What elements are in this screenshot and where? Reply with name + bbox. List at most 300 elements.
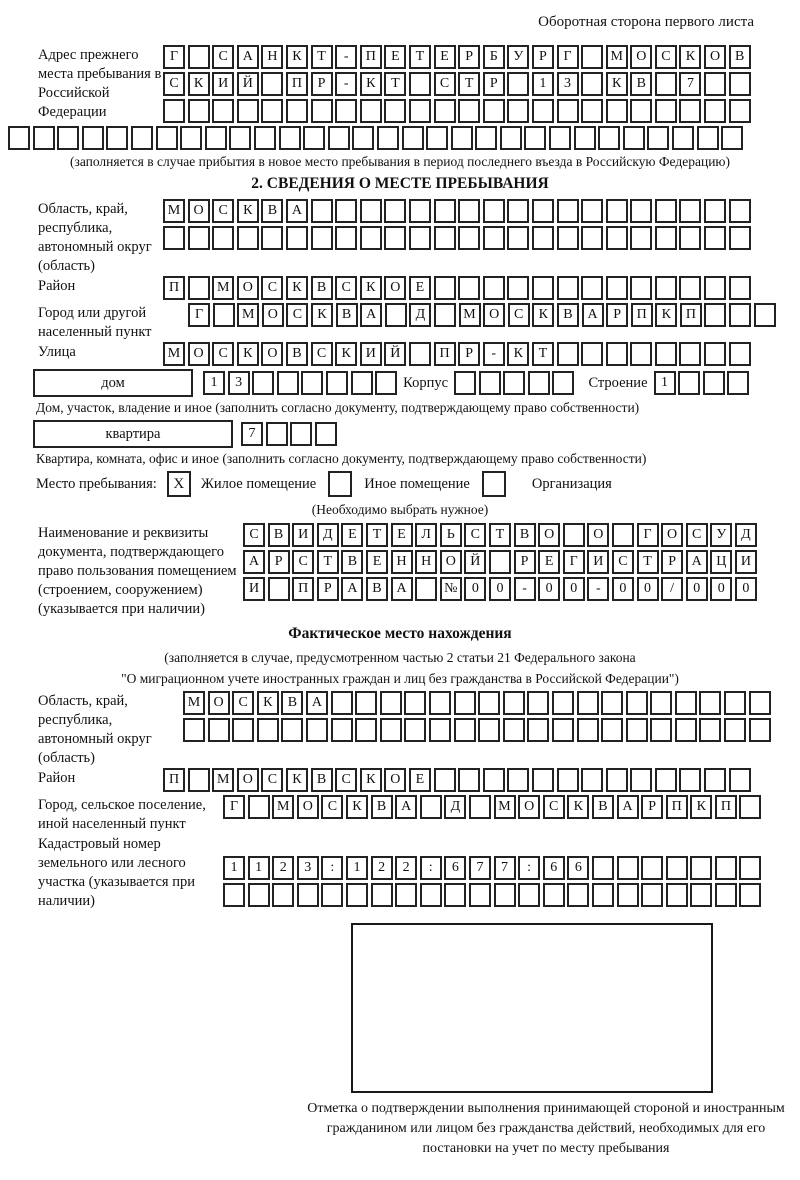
- char-cell[interactable]: О: [661, 523, 683, 547]
- char-cell[interactable]: А: [360, 303, 382, 327]
- char-cell[interactable]: [704, 342, 726, 366]
- char-cell[interactable]: М: [163, 342, 185, 366]
- char-cell[interactable]: [724, 691, 746, 715]
- char-cell[interactable]: -: [514, 577, 536, 601]
- char-cell[interactable]: Л: [415, 523, 437, 547]
- char-cell[interactable]: -: [587, 577, 609, 601]
- char-cell[interactable]: [727, 371, 749, 395]
- char-cell[interactable]: -: [335, 45, 357, 69]
- char-cell[interactable]: [581, 99, 603, 123]
- char-cell[interactable]: [679, 768, 701, 792]
- char-cell[interactable]: [581, 276, 603, 300]
- char-cell[interactable]: [655, 72, 677, 96]
- char-cell[interactable]: [483, 276, 505, 300]
- char-cell[interactable]: [626, 718, 648, 742]
- char-cell[interactable]: С: [335, 768, 357, 792]
- char-cell[interactable]: С: [261, 276, 283, 300]
- char-cell[interactable]: [371, 883, 393, 907]
- char-cell[interactable]: [507, 768, 529, 792]
- char-cell[interactable]: [208, 718, 230, 742]
- char-cell[interactable]: [131, 126, 153, 150]
- char-cell[interactable]: И: [243, 577, 265, 601]
- char-cell[interactable]: [266, 422, 288, 446]
- char-cell[interactable]: [303, 126, 325, 150]
- char-cell[interactable]: [360, 99, 382, 123]
- char-cell[interactable]: [574, 126, 596, 150]
- char-cell[interactable]: К: [507, 342, 529, 366]
- char-cell[interactable]: М: [606, 45, 628, 69]
- char-cell[interactable]: [690, 883, 712, 907]
- char-cell[interactable]: Р: [458, 342, 480, 366]
- char-cell[interactable]: [409, 199, 431, 223]
- char-cell[interactable]: [739, 795, 761, 819]
- char-cell[interactable]: Е: [538, 550, 560, 574]
- char-cell[interactable]: [254, 126, 276, 150]
- char-cell[interactable]: Й: [464, 550, 486, 574]
- char-cell[interactable]: [380, 691, 402, 715]
- char-cell[interactable]: [552, 718, 574, 742]
- char-cell[interactable]: [612, 523, 634, 547]
- char-cell[interactable]: [434, 303, 456, 327]
- char-cell[interactable]: [409, 342, 431, 366]
- char-cell[interactable]: У: [710, 523, 732, 547]
- char-cell[interactable]: [331, 718, 353, 742]
- char-cell[interactable]: [33, 126, 55, 150]
- char-cell[interactable]: [331, 691, 353, 715]
- char-cell[interactable]: [8, 126, 30, 150]
- char-cell[interactable]: :: [321, 856, 343, 880]
- char-cell[interactable]: 0: [710, 577, 732, 601]
- char-cell[interactable]: Р: [641, 795, 663, 819]
- char-cell[interactable]: 6: [543, 856, 565, 880]
- char-cell[interactable]: О: [587, 523, 609, 547]
- char-cell[interactable]: [749, 718, 771, 742]
- char-cell[interactable]: [655, 226, 677, 250]
- char-cell[interactable]: 1: [346, 856, 368, 880]
- char-cell[interactable]: В: [268, 523, 290, 547]
- char-cell[interactable]: [163, 226, 185, 250]
- char-cell[interactable]: [715, 856, 737, 880]
- char-cell[interactable]: Д: [409, 303, 431, 327]
- char-cell[interactable]: [301, 371, 323, 395]
- char-cell[interactable]: [261, 72, 283, 96]
- char-cell[interactable]: С: [212, 45, 234, 69]
- char-cell[interactable]: К: [360, 72, 382, 96]
- char-cell[interactable]: -: [335, 72, 357, 96]
- char-cell[interactable]: [188, 45, 210, 69]
- char-cell[interactable]: Т: [311, 45, 333, 69]
- char-cell[interactable]: М: [212, 276, 234, 300]
- char-cell[interactable]: [458, 768, 480, 792]
- char-cell[interactable]: [286, 226, 308, 250]
- char-cell[interactable]: [527, 718, 549, 742]
- char-cell[interactable]: С: [335, 276, 357, 300]
- char-cell[interactable]: [666, 883, 688, 907]
- stay-checkbox-inoe[interactable]: [328, 471, 352, 497]
- char-cell[interactable]: А: [391, 577, 413, 601]
- char-cell[interactable]: В: [336, 303, 358, 327]
- char-cell[interactable]: Г: [563, 550, 585, 574]
- char-cell[interactable]: М: [459, 303, 481, 327]
- char-cell[interactable]: П: [360, 45, 382, 69]
- char-cell[interactable]: [212, 226, 234, 250]
- char-cell[interactable]: [163, 99, 185, 123]
- stay-checkbox-org[interactable]: [482, 471, 506, 497]
- char-cell[interactable]: П: [715, 795, 737, 819]
- char-cell[interactable]: В: [281, 691, 303, 715]
- char-cell[interactable]: [704, 199, 726, 223]
- char-cell[interactable]: Г: [223, 795, 245, 819]
- char-cell[interactable]: [469, 795, 491, 819]
- char-cell[interactable]: [106, 126, 128, 150]
- char-cell[interactable]: 0: [563, 577, 585, 601]
- char-cell[interactable]: [532, 768, 554, 792]
- char-cell[interactable]: Д: [735, 523, 757, 547]
- char-cell[interactable]: [188, 276, 210, 300]
- char-cell[interactable]: Р: [317, 577, 339, 601]
- char-cell[interactable]: А: [582, 303, 604, 327]
- char-cell[interactable]: [704, 226, 726, 250]
- char-cell[interactable]: [503, 691, 525, 715]
- char-cell[interactable]: [188, 768, 210, 792]
- char-cell[interactable]: [426, 126, 448, 150]
- char-cell[interactable]: [321, 883, 343, 907]
- char-cell[interactable]: [704, 99, 726, 123]
- char-cell[interactable]: [360, 226, 382, 250]
- char-cell[interactable]: 0: [612, 577, 634, 601]
- char-cell[interactable]: П: [163, 768, 185, 792]
- char-cell[interactable]: [503, 371, 525, 395]
- char-cell[interactable]: [404, 718, 426, 742]
- char-cell[interactable]: К: [655, 303, 677, 327]
- char-cell[interactable]: Е: [366, 550, 388, 574]
- char-cell[interactable]: [355, 691, 377, 715]
- char-cell[interactable]: [592, 856, 614, 880]
- char-cell[interactable]: 0: [538, 577, 560, 601]
- char-cell[interactable]: [402, 126, 424, 150]
- char-cell[interactable]: [335, 99, 357, 123]
- char-cell[interactable]: [729, 276, 751, 300]
- char-cell[interactable]: [415, 577, 437, 601]
- char-cell[interactable]: [252, 371, 274, 395]
- stay-checkbox-zhiloe[interactable]: X: [167, 471, 191, 497]
- char-cell[interactable]: К: [690, 795, 712, 819]
- char-cell[interactable]: Ь: [440, 523, 462, 547]
- char-cell[interactable]: [626, 691, 648, 715]
- char-cell[interactable]: [617, 883, 639, 907]
- char-cell[interactable]: [679, 226, 701, 250]
- char-cell[interactable]: Р: [532, 45, 554, 69]
- char-cell[interactable]: О: [704, 45, 726, 69]
- char-cell[interactable]: [729, 226, 751, 250]
- char-cell[interactable]: [429, 691, 451, 715]
- char-cell[interactable]: В: [630, 72, 652, 96]
- char-cell[interactable]: [606, 276, 628, 300]
- char-cell[interactable]: В: [729, 45, 751, 69]
- char-cell[interactable]: В: [371, 795, 393, 819]
- char-cell[interactable]: [703, 371, 725, 395]
- char-cell[interactable]: И: [587, 550, 609, 574]
- char-cell[interactable]: [729, 72, 751, 96]
- char-cell[interactable]: 7: [469, 856, 491, 880]
- char-cell[interactable]: С: [321, 795, 343, 819]
- char-cell[interactable]: Д: [444, 795, 466, 819]
- char-cell[interactable]: [277, 371, 299, 395]
- char-cell[interactable]: 3: [228, 371, 250, 395]
- char-cell[interactable]: В: [261, 199, 283, 223]
- char-cell[interactable]: Т: [317, 550, 339, 574]
- char-cell[interactable]: [650, 691, 672, 715]
- char-cell[interactable]: А: [286, 199, 308, 223]
- char-cell[interactable]: [360, 199, 382, 223]
- char-cell[interactable]: 0: [735, 577, 757, 601]
- char-cell[interactable]: А: [243, 550, 265, 574]
- char-cell[interactable]: К: [286, 276, 308, 300]
- char-cell[interactable]: П: [434, 342, 456, 366]
- char-cell[interactable]: [724, 718, 746, 742]
- char-cell[interactable]: [598, 126, 620, 150]
- char-cell[interactable]: [188, 99, 210, 123]
- char-cell[interactable]: [156, 126, 178, 150]
- char-cell[interactable]: [528, 371, 550, 395]
- char-cell[interactable]: Н: [391, 550, 413, 574]
- char-cell[interactable]: [739, 883, 761, 907]
- char-cell[interactable]: [518, 883, 540, 907]
- char-cell[interactable]: [290, 422, 312, 446]
- char-cell[interactable]: 1: [203, 371, 225, 395]
- char-cell[interactable]: [630, 199, 652, 223]
- char-cell[interactable]: [690, 856, 712, 880]
- char-cell[interactable]: [297, 883, 319, 907]
- char-cell[interactable]: Р: [268, 550, 290, 574]
- char-cell[interactable]: [315, 422, 337, 446]
- char-cell[interactable]: К: [360, 276, 382, 300]
- char-cell[interactable]: [355, 718, 377, 742]
- char-cell[interactable]: [557, 199, 579, 223]
- char-cell[interactable]: [697, 126, 719, 150]
- char-cell[interactable]: 7: [679, 72, 701, 96]
- char-cell[interactable]: Т: [532, 342, 554, 366]
- char-cell[interactable]: К: [360, 768, 382, 792]
- char-cell[interactable]: [458, 99, 480, 123]
- char-cell[interactable]: [268, 577, 290, 601]
- char-cell[interactable]: К: [532, 303, 554, 327]
- char-cell[interactable]: Н: [261, 45, 283, 69]
- char-cell[interactable]: Р: [514, 550, 536, 574]
- char-cell[interactable]: [606, 99, 628, 123]
- char-cell[interactable]: [617, 856, 639, 880]
- char-cell[interactable]: [749, 691, 771, 715]
- char-cell[interactable]: [434, 99, 456, 123]
- char-cell[interactable]: [458, 276, 480, 300]
- char-cell[interactable]: М: [183, 691, 205, 715]
- char-cell[interactable]: 1: [654, 371, 676, 395]
- char-cell[interactable]: [434, 226, 456, 250]
- char-cell[interactable]: [328, 126, 350, 150]
- char-cell[interactable]: Е: [384, 45, 406, 69]
- char-cell[interactable]: [479, 371, 501, 395]
- char-cell[interactable]: [420, 883, 442, 907]
- char-cell[interactable]: [458, 199, 480, 223]
- char-cell[interactable]: [679, 99, 701, 123]
- char-cell[interactable]: [581, 45, 603, 69]
- char-cell[interactable]: С: [286, 303, 308, 327]
- char-cell[interactable]: [384, 226, 406, 250]
- char-cell[interactable]: Т: [458, 72, 480, 96]
- char-cell[interactable]: В: [286, 342, 308, 366]
- char-cell[interactable]: [429, 718, 451, 742]
- char-cell[interactable]: Е: [409, 768, 431, 792]
- char-cell[interactable]: [557, 342, 579, 366]
- char-cell[interactable]: [650, 718, 672, 742]
- char-cell[interactable]: [420, 795, 442, 819]
- char-cell[interactable]: [483, 99, 505, 123]
- char-cell[interactable]: О: [261, 342, 283, 366]
- char-cell[interactable]: [630, 342, 652, 366]
- char-cell[interactable]: [623, 126, 645, 150]
- char-cell[interactable]: [577, 691, 599, 715]
- char-cell[interactable]: [507, 226, 529, 250]
- char-cell[interactable]: [641, 856, 663, 880]
- char-cell[interactable]: К: [335, 342, 357, 366]
- char-cell[interactable]: М: [212, 768, 234, 792]
- char-cell[interactable]: [311, 99, 333, 123]
- char-cell[interactable]: [311, 226, 333, 250]
- char-cell[interactable]: [507, 276, 529, 300]
- char-cell[interactable]: 1: [532, 72, 554, 96]
- char-cell[interactable]: Р: [661, 550, 683, 574]
- char-cell[interactable]: С: [311, 342, 333, 366]
- char-cell[interactable]: С: [212, 199, 234, 223]
- char-cell[interactable]: К: [679, 45, 701, 69]
- char-cell[interactable]: [581, 199, 603, 223]
- char-cell[interactable]: П: [666, 795, 688, 819]
- char-cell[interactable]: Н: [415, 550, 437, 574]
- char-cell[interactable]: [434, 768, 456, 792]
- char-cell[interactable]: [500, 126, 522, 150]
- char-cell[interactable]: [729, 99, 751, 123]
- char-cell[interactable]: Е: [409, 276, 431, 300]
- char-cell[interactable]: [641, 883, 663, 907]
- char-cell[interactable]: [655, 276, 677, 300]
- char-cell[interactable]: С: [655, 45, 677, 69]
- char-cell[interactable]: [237, 99, 259, 123]
- char-cell[interactable]: [699, 691, 721, 715]
- char-cell[interactable]: [395, 883, 417, 907]
- char-cell[interactable]: [478, 691, 500, 715]
- char-cell[interactable]: [543, 883, 565, 907]
- char-cell[interactable]: [679, 276, 701, 300]
- char-cell[interactable]: [434, 199, 456, 223]
- char-cell[interactable]: [454, 691, 476, 715]
- char-cell[interactable]: [335, 226, 357, 250]
- char-cell[interactable]: Й: [237, 72, 259, 96]
- char-cell[interactable]: [385, 303, 407, 327]
- char-cell[interactable]: О: [208, 691, 230, 715]
- char-cell[interactable]: В: [514, 523, 536, 547]
- char-cell[interactable]: [494, 883, 516, 907]
- char-cell[interactable]: [630, 768, 652, 792]
- char-cell[interactable]: К: [606, 72, 628, 96]
- char-cell[interactable]: [581, 226, 603, 250]
- char-cell[interactable]: [478, 718, 500, 742]
- char-cell[interactable]: О: [262, 303, 284, 327]
- char-cell[interactable]: [346, 883, 368, 907]
- char-cell[interactable]: [532, 199, 554, 223]
- char-cell[interactable]: [232, 718, 254, 742]
- char-cell[interactable]: [729, 199, 751, 223]
- char-cell[interactable]: В: [311, 276, 333, 300]
- char-cell[interactable]: [715, 883, 737, 907]
- char-cell[interactable]: 0: [637, 577, 659, 601]
- char-cell[interactable]: С: [464, 523, 486, 547]
- char-cell[interactable]: В: [311, 768, 333, 792]
- char-cell[interactable]: [261, 99, 283, 123]
- char-cell[interactable]: О: [237, 276, 259, 300]
- char-cell[interactable]: [188, 226, 210, 250]
- char-cell[interactable]: [647, 126, 669, 150]
- char-cell[interactable]: О: [630, 45, 652, 69]
- char-cell[interactable]: 0: [686, 577, 708, 601]
- char-cell[interactable]: П: [631, 303, 653, 327]
- char-cell[interactable]: [630, 276, 652, 300]
- char-cell[interactable]: Т: [489, 523, 511, 547]
- char-cell[interactable]: О: [297, 795, 319, 819]
- char-cell[interactable]: [655, 99, 677, 123]
- char-cell[interactable]: [630, 226, 652, 250]
- char-cell[interactable]: [351, 371, 373, 395]
- char-cell[interactable]: И: [735, 550, 757, 574]
- char-cell[interactable]: [721, 126, 743, 150]
- char-cell[interactable]: 2: [395, 856, 417, 880]
- char-cell[interactable]: :: [518, 856, 540, 880]
- char-cell[interactable]: [483, 199, 505, 223]
- char-cell[interactable]: Г: [557, 45, 579, 69]
- char-cell[interactable]: [279, 126, 301, 150]
- char-cell[interactable]: [82, 126, 104, 150]
- char-cell[interactable]: [404, 691, 426, 715]
- char-cell[interactable]: И: [212, 72, 234, 96]
- char-cell[interactable]: [678, 371, 700, 395]
- char-cell[interactable]: П: [292, 577, 314, 601]
- char-cell[interactable]: А: [395, 795, 417, 819]
- char-cell[interactable]: У: [507, 45, 529, 69]
- char-cell[interactable]: [183, 718, 205, 742]
- char-cell[interactable]: [552, 371, 574, 395]
- char-cell[interactable]: Е: [434, 45, 456, 69]
- char-cell[interactable]: 0: [464, 577, 486, 601]
- char-cell[interactable]: К: [286, 45, 308, 69]
- char-cell[interactable]: 1: [223, 856, 245, 880]
- char-cell[interactable]: [666, 856, 688, 880]
- char-cell[interactable]: [527, 691, 549, 715]
- char-cell[interactable]: [434, 276, 456, 300]
- char-cell[interactable]: [549, 126, 571, 150]
- char-cell[interactable]: [557, 226, 579, 250]
- char-cell[interactable]: О: [538, 523, 560, 547]
- char-cell[interactable]: [606, 226, 628, 250]
- char-cell[interactable]: [581, 768, 603, 792]
- char-cell[interactable]: [458, 226, 480, 250]
- char-cell[interactable]: А: [341, 577, 363, 601]
- char-cell[interactable]: П: [680, 303, 702, 327]
- char-cell[interactable]: [729, 342, 751, 366]
- char-cell[interactable]: [272, 883, 294, 907]
- char-cell[interactable]: 1: [248, 856, 270, 880]
- char-cell[interactable]: 6: [567, 856, 589, 880]
- char-cell[interactable]: [248, 883, 270, 907]
- char-cell[interactable]: [409, 72, 431, 96]
